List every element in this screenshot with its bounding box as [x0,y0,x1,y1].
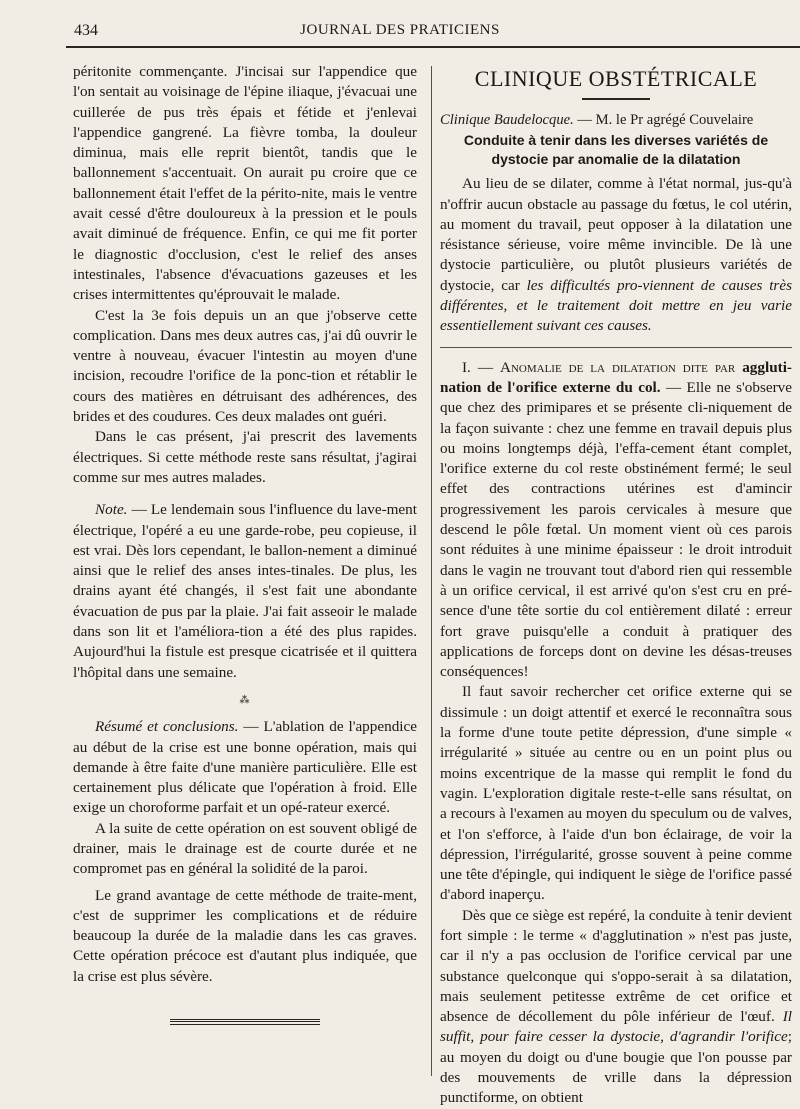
header-rule [66,46,800,48]
section-one-number: I. — [462,358,500,376]
paragraph-continuation: péritonite commençante. J'incisai sur l'appendice que l'on sentait au voisinage de l'épine iliaque, j'évacuai une cuillerée de pus très épais et fétide et j'enlevai l'appendice gangrené. La fièvre tomba, la douleur diminua, mais elle reprit bientôt, tandis que le ballonnement s'accentuait. On aurait pu croire que ce ballonnement était l'effet de la périto-nite, mais le ventre avait cessé d'être douloureux à la pression et le pouls avait diminué de fréquence. Enfin, ce qui me fit porter le diagnostic d'occlusion, c'est le relief des anses intestinales, l'absence d'évacuations gazeuses et les crises intermittentes qu'éprouvait le malade. [73,63,417,304]
page-number: 434 [74,22,98,39]
left-column [73,62,417,1025]
paragraph-resume [73,717,417,818]
paragraph-drainage: A la suite de cette opération on est souvent obligé de drainer, mais le drainage est de courte durée et ne compromet pas en général la solidité de la paroi. [73,819,417,878]
end-of-article-rule [170,1019,320,1025]
paragraph-conduct [440,906,792,1109]
section-title: CLINIQUE OBSTÉTRICALE [474,66,758,91]
byline-clinic: Clinique Baudelocque. [440,112,574,128]
paragraph-section-one [440,358,792,683]
note-label: Note. [95,501,128,519]
resume-text: — L'ablation de l'appendice au début de la crise est une bonne opération, mais qui demande à être faite d'une manière particulière. Elle est certainement plus délicate que l'opération à froid. Elle exige un choroforme parfait et un opé-rateur exercé. [73,718,417,817]
paragraph-search-orifice: Il faut savoir rechercher cet orifice externe qui se dissimule : un doigt attentif et exercé le reconnaîtra sous la forme d'une toute petite dépression, d'une simple « irrégularité » située au centre ou en un point plus ou moins excentrique de la masse qui remplit le fond du vagin. L'exploration digitale reste-t-elle sans résultat, on a recours à l'examen au moyen du speculum ou de valves, et l'on s'efforce, à l'aide d'un bon éclairage, de voir la dépression, l'irrégularité, grosse souvent à peine comme une tête d'épingle, qui indiquent le siège de l'orifice passé d'abord inaperçu. [440,683,792,904]
right-column [440,62,792,1109]
paragraph-present-case: Dans le cas présent, j'ai prescrit des lavements électriques. Si cette méthode reste sans résultat, j'agirai comme sur mes autres malades. [73,428,417,486]
article-title: Conduite à tenir dans les diverses variétés de dystocie par anomalie de la dilatation [463,132,769,168]
paragraph-advantage: Le grand avantage de cette méthode de traite-ment, c'est de supprimer les complications et de réduire beaucoup la durée de la maladie dans les cas graves. Cette opération précoce est d'autant plus indiquée, que la crise est plus sévère. [73,886,417,985]
intro-text: Au lieu de se dilater, comme à l'état normal, jus-qu'à n'offrir aucun obstacle au passage du fœtus, le col utérin, au moment du travail, peut opposer à la dilatation une résistance sérieuse, voire même invincible. De là une dystocie particulière, ou plutôt plusieurs variétés de dystocie, car [440,175,792,294]
paragraph-complication: C'est la 3e fois depuis un an que j'observe cette complication. Dans mes deux autres cas, j'ai dû ouvrir le ventre à nouveau, évacuer l'intestin au moyen d'une incision, recoudre l'orifice de la ponc-tion et rétablir le cours des matières en détruisant des adhérences, des brides et des coudures. Ces deux malades ont guéri. [73,306,417,426]
section-stars: ⁂ [239,694,251,706]
paragraph-intro [440,174,792,336]
resume-label: Résumé et conclusions. [95,718,239,736]
spacer [73,488,417,500]
page-header [0,0,800,48]
conduct-continuation: ; au moyen du doigt ou d'une bougie que l'on pousse par des mouvements de vrille dans la dépression punctiforme, on obtient [440,1028,792,1107]
running-title: JOURNAL DES PRATICIENS [300,22,500,38]
section-rule [440,347,792,348]
column-divider [431,66,432,1076]
byline-author: — M. le Pr agrégé Couvelaire [573,112,754,128]
title-rule [582,98,650,100]
byline [440,110,792,130]
intro-emphasis: les difficultés pro-viennent de causes très différentes, et le traitement doit mettre en jeu varie essentiellement suivant ces causes. [440,276,792,335]
paragraph-note [73,500,417,683]
conduct-emphasis: Il suffit, pour faire cesser la dystocie, d'agrandir l'orifice [440,1008,792,1046]
conduct-text: Dès que ce siège est repéré, la conduite à tenir devient fort simple : le terme « d'agglutination » n'est pas juste, car il n'y a pas occlusion de l'orifice cervical par une substance quelconque qui s'oppo-serait à sa dilatation, mais seulement petitesse extrême de cet orifice et absence de décollement du pôle inférieur de l'œuf. [440,906,792,1026]
section-one-heading: Anomalie de la dilatation dite par [500,358,743,376]
section-one-text: — Elle ne s'observe que chez des primipares et se présente cli-niquement de la façon suivante : chez une femme en travail depuis plus ou moins longtemps déjà, l'effa-cement étant complet, l'orifice externe du col reste obstinément fermé; le seul effet des contractions utérines est d'amincir progressivement les parois cervicales à mesure que descend le pôle fœtal. Un moment vient où ces parois sont réduites à une minime épaisseur : le droit introduit dans le vagin ne trouvant tout d'abord rien qui ressemble à un orifice cervical, il est arrivé qu'on s'est cru en pré-sence d'une tête sortie du col entièrement dilaté : erreur fort grave puisqu'elle a conduit à pratiquer des applications de forceps dont on devine les désas-treuses conséquences! [440,378,792,681]
note-text: — Le lendemain sous l'influence du lave-ment électrique, l'opéré a eu une garde-robe, peu copieuse, il est vrai. Dès lors cependant, le ballon-nement a diminué ainsi que le relief des anses intes-tinales. De plus, les drains ayant été changés, il s'est fait une abondante évacuation de pus par la plaie. J'ai fait asseoir le malade dans son lit et l'améliora-tion a été des plus rapides. Aujourd'hui la fistule est presque cicatrisée et il quittera l'hôpital dans une semaine. [73,501,417,681]
section-one-heading-bold: aggluti-nation de l'orifice externe du col. [440,358,792,396]
